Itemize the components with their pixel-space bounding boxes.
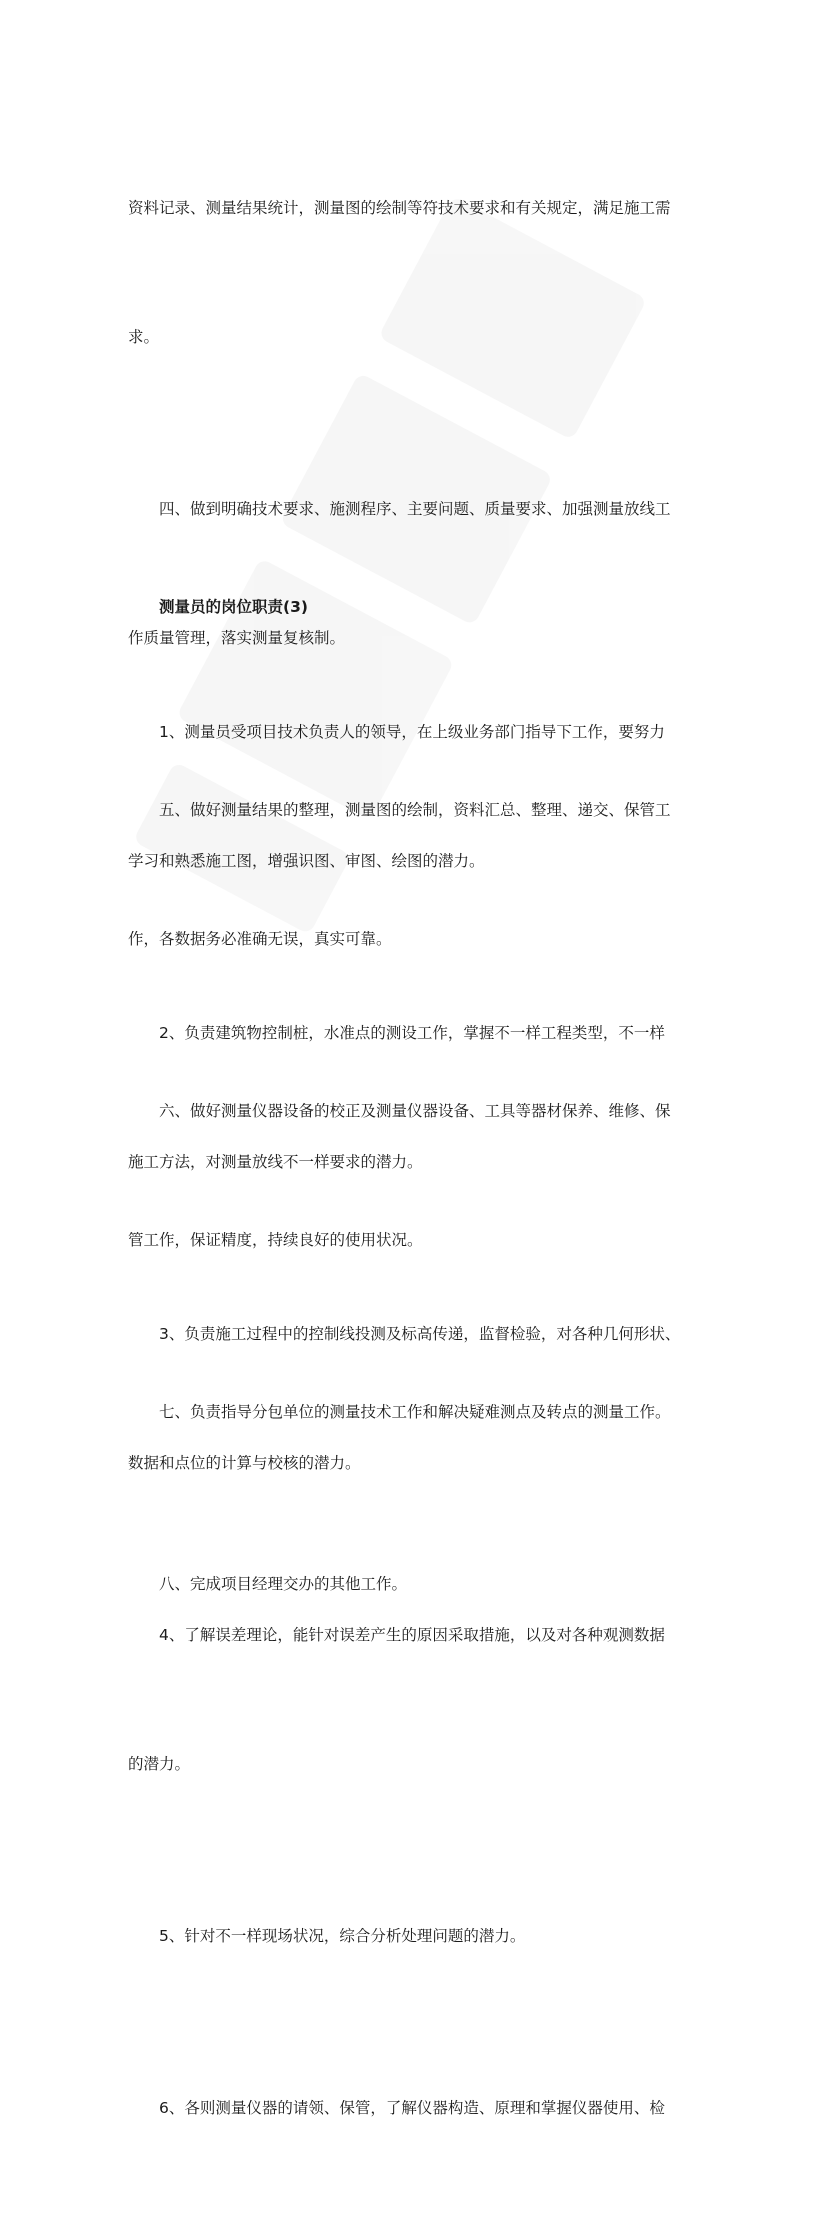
paragraph-line: 求。	[128, 328, 160, 346]
paragraph-line: 作，各数据务必准确无误，真实可靠。	[128, 930, 392, 948]
body-text-bottom	[128, 625, 708, 2216]
paragraph-line: 五、做好测量结果的整理，测量图的绘制，资料汇总、整理、递交、保管工	[159, 801, 671, 819]
paragraph-line: 6、各则测量仪器的请领、保管，了解仪器构造、原理和掌握仪器使用、检	[159, 2099, 665, 2117]
paragraph-line: 的潜力。	[128, 1755, 191, 1773]
paragraph-line: 学习和熟悉施工图，增强识图、审图、绘图的潜力。	[128, 852, 485, 870]
paragraph-line: 八、完成项目经理交办的其他工作。	[159, 1575, 408, 1593]
section-heading: 测量员的岗位职责(3)	[159, 598, 308, 616]
paragraph-line: 数据和点位的计算与校核的潜力。	[128, 1454, 361, 1472]
paragraph-line: 3、负责施工过程中的控制线投测及标高传递，监督检验，对各种几何形状、	[159, 1325, 681, 1343]
paragraph-line: 5、针对不一样现场状况，综合分析处理问题的潜力。	[159, 1927, 526, 1945]
paragraph-line: 1、测量员受项目技术负责人的领导，在上级业务部门指导下工作，要努力	[159, 723, 665, 741]
paragraph-line: 四、做到明确技术要求、施测程序、主要问题、质量要求、加强测量放线工	[159, 500, 671, 518]
paragraph-line: 资料记录、测量结果统计，测量图的绘制等符技术要求和有关规定，满足施工需	[128, 199, 671, 217]
paragraph-line: 管工作，保证精度，持续良好的使用状况。	[128, 1231, 423, 1249]
paragraph-line: 六、做好测量仪器设备的校正及测量仪器设备、工具等器材保养、维修、保	[159, 1102, 671, 1120]
paragraph-line: 作质量管理，落实测量复核制。	[128, 629, 346, 647]
paragraph-line: 施工方法，对测量放线不一样要求的潜力。	[128, 1153, 423, 1171]
paragraph-line: 4、了解误差理论，能针对误差产生的原因采取措施，以及对各种观测数据	[159, 1626, 665, 1644]
paragraph-line: 2、负责建筑物控制桩，水准点的测设工作，掌握不一样工程类型，不一样	[159, 1024, 665, 1042]
paragraph-line: 七、负责指导分包单位的测量技术工作和解决疑难测点及转点的测量工作。	[159, 1403, 671, 1421]
